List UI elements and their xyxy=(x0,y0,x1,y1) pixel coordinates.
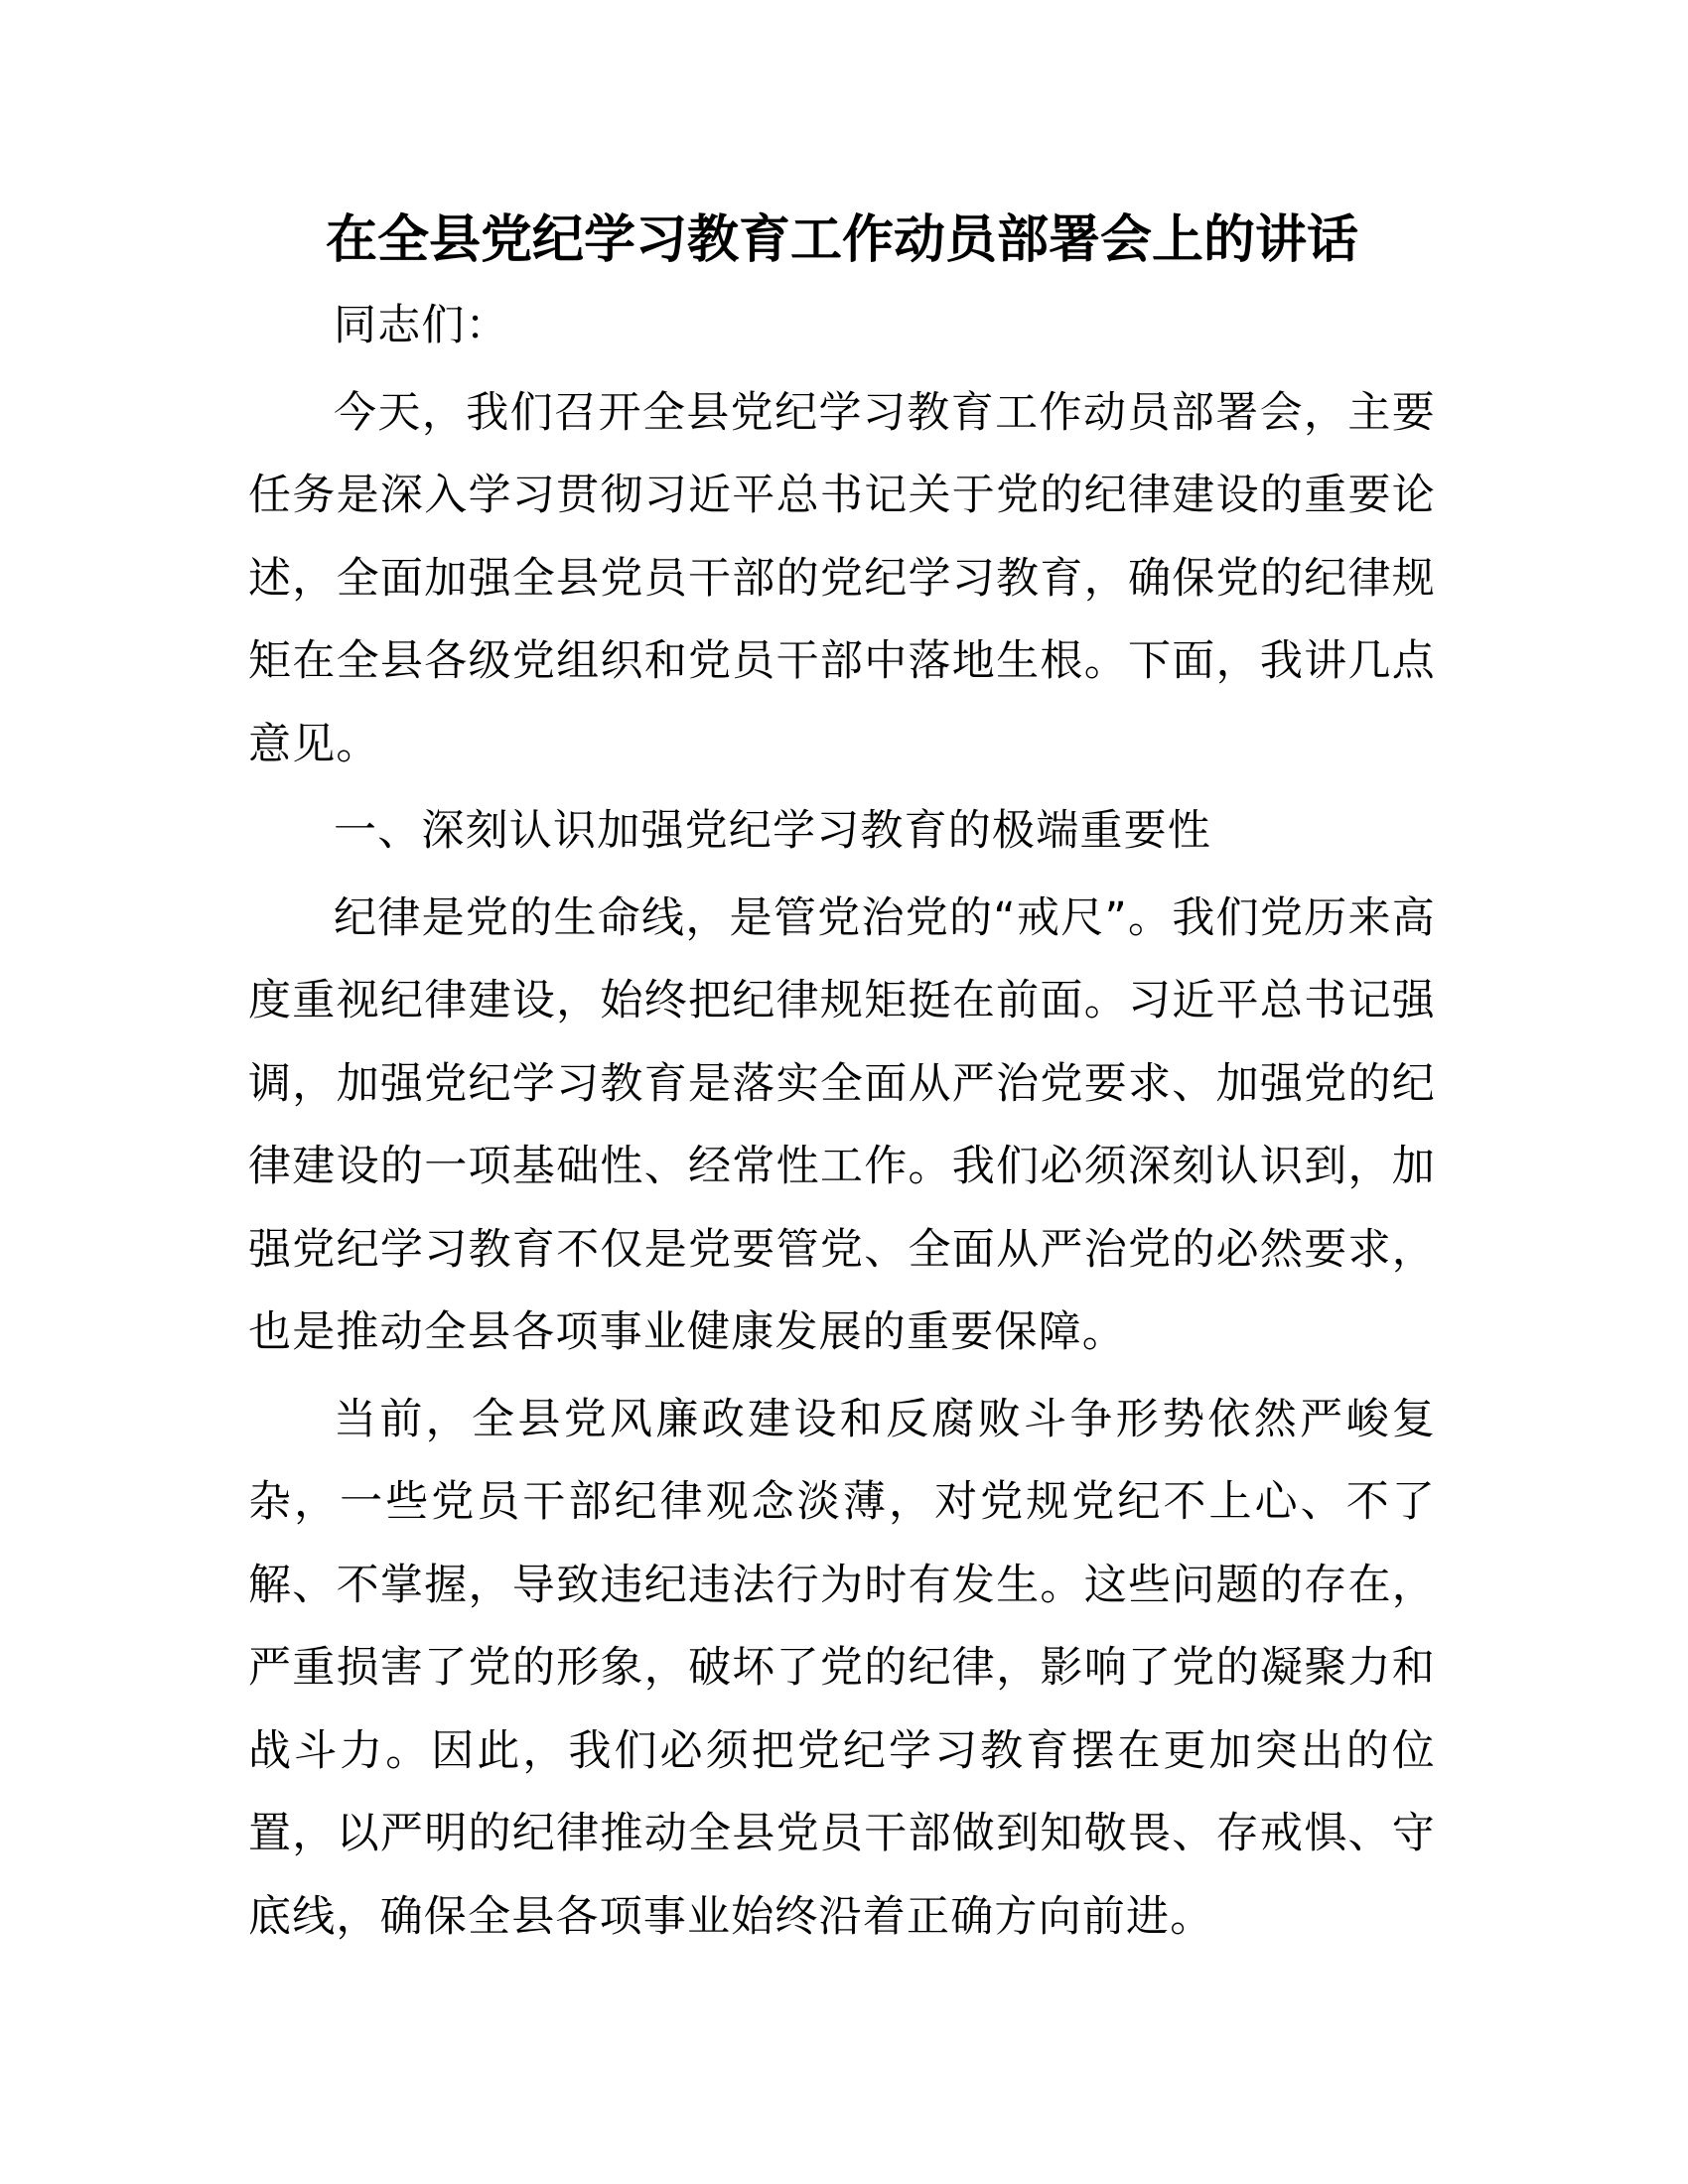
section-heading: 一、深刻认识加强党纪学习教育的极端重要性 xyxy=(334,806,1211,856)
body-paragraph: 纪律是党的生命线，是管党治党的“戒尺”。我们党历来高度重视纪律建设，始终把纪律规矩挺在前面。习近平总书记强调，加强党纪学习教育是落实全面从严治党要求、加强党的纪律建设的一项基础性、经常性工作。我们必须深刻认识到，加强党纪学习教育不仅是党要管党、全面从严治党的必然要求，也是推动全县各项事业健康发展的重要保障。 xyxy=(248,892,1436,1357)
document-title: 在全县党纪学习教育工作动员部署会上的讲话 xyxy=(325,210,1358,270)
intro-paragraph: 今天，我们召开全县党纪学习教育工作动员部署会，主要任务是深入学习贯彻习近平总书记关于党的纪律建设的重要论述，全面加强全县党员干部的党纪学习教育，确保党的纪律规矩在全县各级党组织和党员干部中落地生根。下面，我讲几点意见。 xyxy=(248,387,1436,769)
document-page xyxy=(248,199,1436,1959)
body-paragraph: 当前，全县党风廉政建设和反腐败斗争形势依然严峻复杂，一些党员干部纪律观念淡薄，对党规党纪不上心、不了解、不掌握，导致违纪违法行为时有发生。这些问题的存在，严重损害了党的形象，破坏了党的纪律，影响了党的凝聚力和战斗力。因此，我们必须把党纪学习教育摆在更加突出的位置，以严明的纪律推动全县党员干部做到知敬畏、存戒惧、守底线，确保全县各项事业始终沿着正确方向前进。 xyxy=(248,1394,1436,1942)
salutation: 同志们： xyxy=(334,301,509,350)
